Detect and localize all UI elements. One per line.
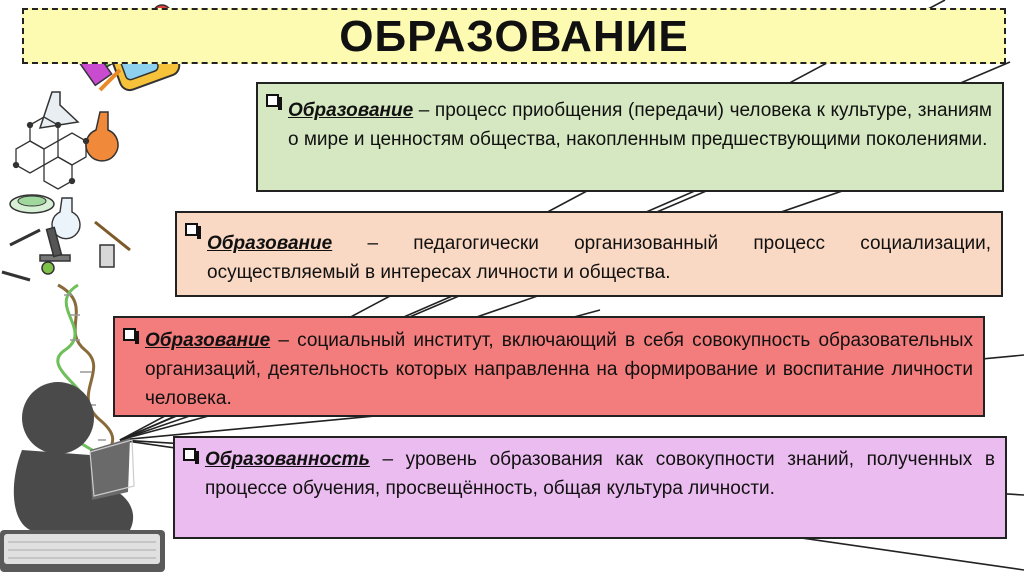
- page-title: ОБРАЗОВАНИЕ: [339, 12, 689, 61]
- definition-box-1: [256, 82, 1004, 192]
- definition-text: – социальный институт, включающий в себя совокупность образовательных организаций, деятельность которых направленна на формирование и воспитание личности человека.: [145, 330, 973, 409]
- checkbox-bullet-icon: [183, 448, 196, 461]
- book-icon: [0, 530, 165, 572]
- definition-box-4: [173, 436, 1007, 539]
- definition-term: Образование: [145, 330, 271, 351]
- definition-text: – процесс приобщения (передачи) человека к культуре, знаниям о мире и ценностям общества, накопленным предшествующими поколениями.: [288, 100, 992, 150]
- definition-text: – уровень образования как совокупности знаний, полученных в процессе обучения, просвещённость, общая культура личности.: [205, 449, 995, 499]
- checkbox-bullet-icon: [185, 223, 198, 236]
- checkbox-bullet-icon: [123, 328, 136, 341]
- definition-box-2: [175, 211, 1003, 297]
- petri-dish-icon: [10, 195, 80, 239]
- flask-icon: [40, 92, 118, 161]
- checkbox-bullet-icon: [266, 94, 279, 107]
- definition-term: Образованность: [205, 449, 370, 470]
- definition-text: – педагогически организованный процесс социализации, осуществляемый в интересах личности и общества.: [207, 233, 991, 283]
- definition-term: Образование: [207, 233, 333, 254]
- definition-term: Образование: [288, 100, 414, 121]
- definition-box-3: [113, 316, 985, 417]
- molecule-icon: [14, 117, 89, 189]
